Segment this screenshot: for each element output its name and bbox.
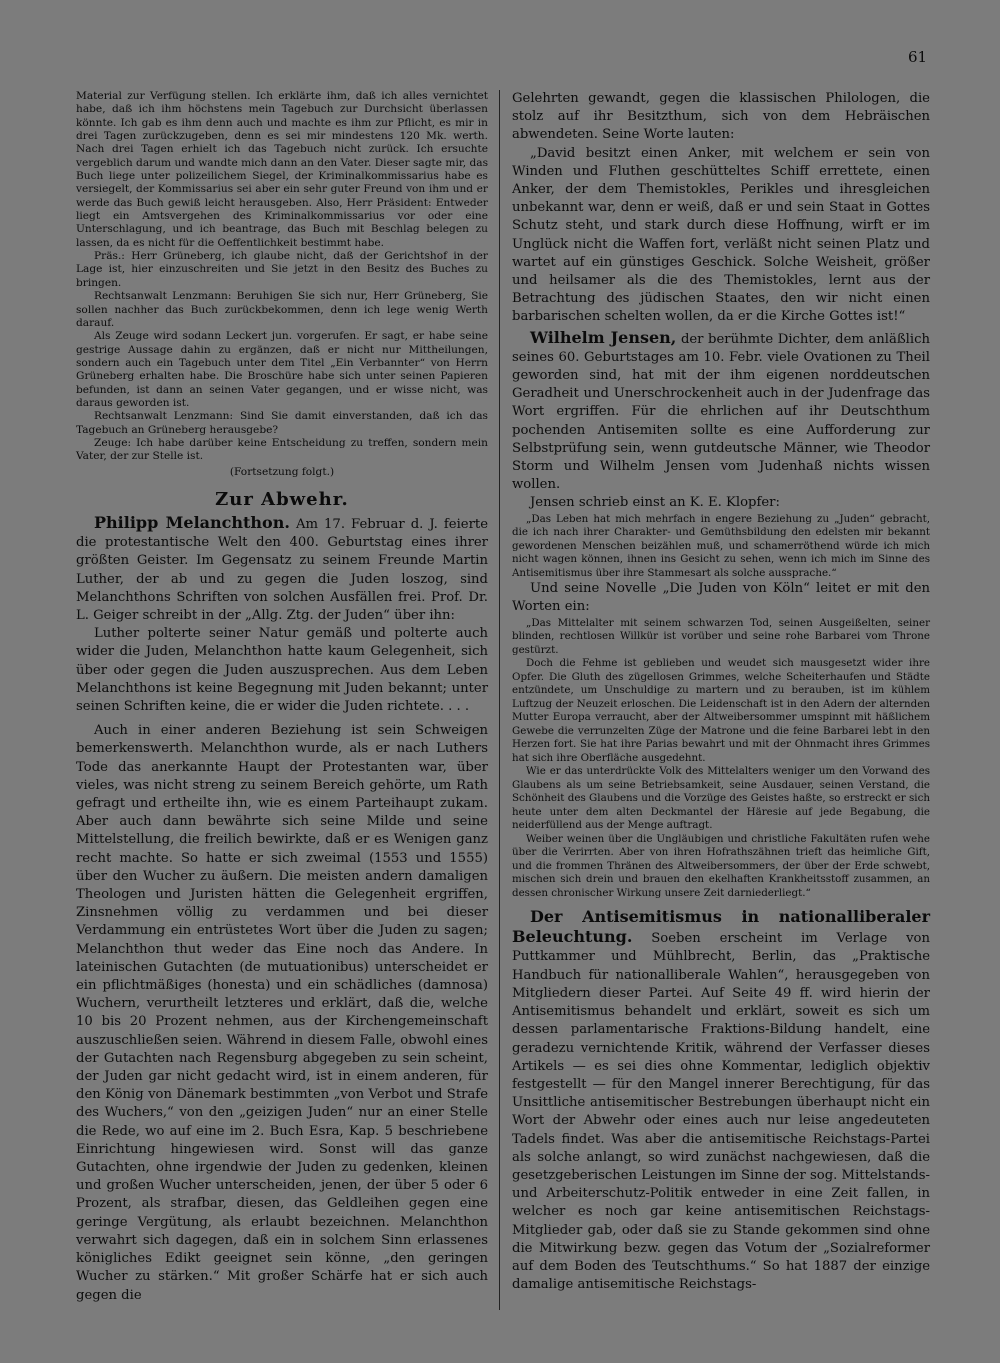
right-column [512,90,930,1294]
quote-paragraph: Weiber weinen über die Ungläubigen und christliche Fakultäten rufen wehe über die Verirrten. Aber von ihren Hofrathszähnen trieft das heimliche Gift, und die frommen Thränen des Altweibersommers, der über der Erde schwebt, mischen sich drein und brauen den ekelhaften Krankheitsstoff zusammen, an dessen chronischer Wirkung unsere Zeit darniederliegt.“ [512,832,930,899]
paragraph: Rechtsanwalt Lenzmann: Sind Sie damit einverstanden, daß ich das Tagebuch an Grüneberg herausgebe? [76,410,488,436]
paragraph: der berühmte Dichter, dem anläßlich seines 60. Geburtstages am 10. Febr. viele Ovationen zu Theil geworden sind, hat mit der ihm eigenen norddeutschen Geradheit und Unerschrockenheit auch in der Judenfrage das Wort ergriffen. Für die ehrlichen auf ihr Deutschthum pochenden Antisemiten sollte es eine Aufforderung zur Selbstprüfung sein, wenn gutdeutsche Männer, wie Theodor Storm und Wilhelm Jensen vom Judenhaß nichts wissen wollen. [512,331,930,493]
paragraph: Gelehrten gewandt, gegen die klassischen Philologen, die stolz auf ihr Besitzthum, sich von dem Hebräischen abwendeten. Seine Worte lauten: [512,91,930,143]
column-divider [499,90,500,1310]
paragraph: Präs.: Herr Grüneberg, ich glaube nicht, daß der Gerichtshof in der Lage ist, hier einzuschreiten und Sie jetzt in den Besitz des Buches zu bringen. [76,250,488,289]
left-column [76,90,488,1305]
article-lead-jensen: Wilhelm Jensen, [530,327,677,347]
paragraph: Rechtsanwalt Lenzmann: Beruhigen Sie sich nur, Herr Grüneberg, Sie sollen nachher das Buch zurückbekommen, denn ich lege wenig Werth darauf. [76,290,488,329]
paragraph: Soeben erscheint im Verlage von Puttkammer und Mühlbrecht, Berlin, das „Praktische Handbuch für nationalliberale Wahlen“, herausgegeben von Mitgliedern dieser Partei. Auf Seite 49 ff. wird hierin der Antisemitismus behandelt und erklärt, soweit es sich um dessen parlamentarische Fraktions-Bildung handelt, eine geradezu vernichtende Kritik, während der Verfasser dieses Artikels — es sei dies ohne Kommentar, lediglich objektiv festgestellt — für den Mangel innerer Berechtigung, für das Unsittliche antisemitischer Bestrebungen überhaupt nicht ein Wort der Abwehr oder eines auch nur leise angedeuteten Tadels findet. Was aber die antisemitische Reichstags-Partei als solche anlangt, so wird zunächst nachgewiesen, daß die gesetzgeberischen Leistungen im Sinne der sog. Mittelstands- und Arbeiterschutz-Politik entweder in eine Zeit fallen, in welcher es noch gar keine antisemitischen Reichstags-Mitglieder gab, oder daß sie zu Stande gekommen sind ohne die Mitwirkung bezw. gegen das Votum der „Sozialreformer auf dem Boden des Teutschthums.“ So hat 1887 der einzige damalige antisemitische Reichstags- [512,931,930,1293]
paragraph: Zeuge: Ich habe darüber keine Entscheidung zu treffen, sondern mein Vater, der zur Stelle ist. [76,436,488,463]
quote-paragraph: „Das Mittelalter mit seinem schwarzen Tod, seinen Ausgeißelten, seiner blinden, rechtlosen Willkür ist vorüber und seine rohe Barbarei vom Throne gestürzt. [512,616,930,656]
paragraph: Material zur Verfügung stellen. Ich erklärte ihm, daß ich alles vernichtet habe, daß ich ihm höchstens mein Tagebuch zur Durchsicht überlassen könnte. Ich gab es ihm denn auch und machte es ihm zur Pflicht, es mir in drei Tagen zurückzugeben, denn es sei mir mindestens 120 Mk. werth. Nach drei Tagen erhielt ich das Tagebuch nicht zurück. Ich ersuchte vergeblich darum und wandte mich dann an den Vater. Dieser sagte mir, das Buch liege unter polizeilichem Siegel, der Kriminalkommissarius habe es versiegelt, der Kommissarius sei aber ein sehr guter Freund von ihm und er werde das Buch gewiß leicht herausgeben. Also, Herr Präsident: Entweder liegt ein Amtsvergehen des Kriminalkommissarius vor oder eine Unterschlagung, und ich beantrage, das Buch mit Beschlag belegen zu lassen, da es nicht für die Oeffentlichkeit bestimmt habe. [76,90,489,249]
paragraph: Luther polterte seiner Natur gemäß und polterte auch wider die Juden, Melanchthon hatte kaum Gelegenheit, sich über oder gegen die Juden auszusprechen. Aus dem Leben Melanchthons ist keine Begegnung mit Juden bekannt; unter seinen Schriften keine, die er wider die Juden richtete. . . . [76,626,488,714]
article-lead-melanchthon: Philipp Melanchthon. [94,512,290,532]
paragraph: Und seine Novelle „Die Juden von Köln“ leitet er mit den Worten ein: [512,581,930,615]
quote-paragraph: Doch die Fehme ist geblieben und weudet sich mausgesetzt wider ihre Opfer. Die Gluth des zügellosen Grimmes, welche Scheiterhaufen und Städte entzündete, um Unschuldige zu martern und zu berauben, ist im kühlem Luftzug der Neuzeit erloschen. Die Leidenschaft ist in den Adern der alternden Mutter Europa verraucht, aber der Altweibersommer umspinnt mit häßlichem Gewebe die verrunzelten Züge der Matrone und die feine Barbarei lebt in den Herzen fort. Sie hat ihre Parias bewahrt und mit der Ohnmacht ihres Grimmes hat sich ihre Oberfläche ausgedehnt. [512,657,930,764]
paragraph: „David besitzt einen Anker, mit welchem er sein von Winden und Fluthen geschütteltes Schiff errettete, einen Anker, der dem Themistokles, Perikles und ihresgleichen unbekannt war, denn er weiß, daß er und sein Staat in Gottes Schutz steht, und stark durch diese Hoffnung, wirft er im Unglück nicht die Waffen fort, verläßt nicht seinen Platz und wartet auf ein günstiges Geschick. Solche Weisheit, größer und heilsamer als die des Themistokles, lernt aus der Betrachtung des jüdischen Staates, den wir nicht einen barbarischen schelten wollen, da er die Kirche Gottes ist!“ [512,145,930,325]
quote-paragraph: „Das Leben hat mich mehrfach in engere Beziehung zu „Juden“ gebracht, die ich nach ihrer Charakter- und Gemüthsbildung den edelsten mir bekannt gewordenen Menschen beizählen muß, und schamerröthend würde ich mich nicht wagen können, ihnen ins Gesicht zu sehen, wenn ich mich im Sinne des Antisemitismus über ihre Stammesart als solche aussprache.“ [512,512,930,579]
section-title: Zur Abwehr. [215,488,349,510]
page-number: 61 [908,48,928,66]
paragraph: Jensen schrieb einst an K. E. Klopfer: [530,495,780,511]
quote-paragraph: Wie er das unterdrückte Volk des Mittelalters weniger um den Vorwand des Glaubens als um seine Betriebsamkeit, seine Ausdauer, seinen Verstand, die Schönheit des Glaubens und die Vorzüge des Geistes haßte, so erstreckt er sich heute unter dem alten Deckmantel der Häresie auf jede Begabung, die neiderfüllend aus der Menge auftragt. [512,765,930,832]
article-lead-antisemitismus: Der Antisemitismus in nationalliberaler Beleuchtung. [512,907,930,947]
continuation-note: (Fortsetzung folgt.) [229,465,335,478]
paragraph: Auch in einer anderen Beziehung ist sein Schweigen bemerkenswerth. Melanchthon wurde, als er nach Luthers Tode das anerkannte Haupt der Protestanten war, über vieles, was nicht streng zu seinem Bereich gehörte, um Rath gefragt und ertheilte ihn, wie es einem Parteihaupt zukam. Aber auch dann bewährte sich seine Milde und seine Mittelstellung, die freilich bewirkte, daß er es Wenigen ganz recht machte. So hatte er sich zweimal (1553 und 1555) über den Wucher zu äußern. Die meisten andern damaligen Theologen und Juristen hätten die Gelegenheit ergriffen, Zinsnehmen völlig zu verdammen und bei dieser Verdammung ein entrüstetes Wort über die Juden zu sagen; Melanchthon thut weder das Eine noch das Andere. In lateinischen Gutachten (de mutuationibus) unterscheidet er ein pflichtmäßiges (honesta) und ein schädliches (damnosa) Wuchern, verurtheilt letzteres und erklärt, daß die, welche 10 bis 20 Prozent nehmen, aus der Kirchengemeinschaft auszuschließen seien. Während in diesem Falle, obwohl eines der Gutachten nach Regensburg abgegeben zu sein scheint, der Juden gar nicht gedacht wird, ist in einem anderen, für den König von Dänemark bestimmten „von Verbot und Strafe des Wuchers,“ von den „geizigen Juden“ nur an einer Stelle die Rede, wo auf eine im 2. Buch Esra, Kap. 5 beschriebene Einrichtung hingewiesen wird. Sonst will das ganze Gutachten, ohne irgendwie der Juden zu gedenken, kleinen und großen Wucher unterscheiden, jenen, der über 5 oder 6 Prozent, als strafbar, diesen, das Geldleihen gegen eine geringe Vergütung, als erlaubt bezeichnen. Melanchthon verwahrt sich dagegen, daß ein in solchem Sinn erlassenes königliches Edikt geeignet sein könne, „den geringen Wucher zu stärken.“ Mit großer Schärfe hat er sich auch gegen die [76,723,488,1303]
paragraph: Am 17. Februar d. J. feierte die protestantische Welt den 400. Geburtstag eines ihrer größten Geister. Im Gegensatz zu seinem Freunde Martin Luther, der ab und zu gegen die Juden loszog, sind Melanchthons Schriften von solchen Ausfällen frei. Prof. Dr. L. Geiger schreibt in der „Allg. Ztg. der Juden“ über ihn: [76,516,488,623]
paragraph: Als Zeuge wird sodann Leckert jun. vorgerufen. Er sagt, er habe seine gestrige Aussage dahin zu ergänzen, daß er nicht nur Mittheilungen, sondern auch ein Tagebuch unter dem Titel „Ein Verbannter“ von Herrn Grüneberg erhalten habe. Die Broschüre habe sich unter seinen Papieren befunden, ist dann an seinen Vater gegangen, und er wisse nicht, was daraus geworden ist. [76,330,488,409]
